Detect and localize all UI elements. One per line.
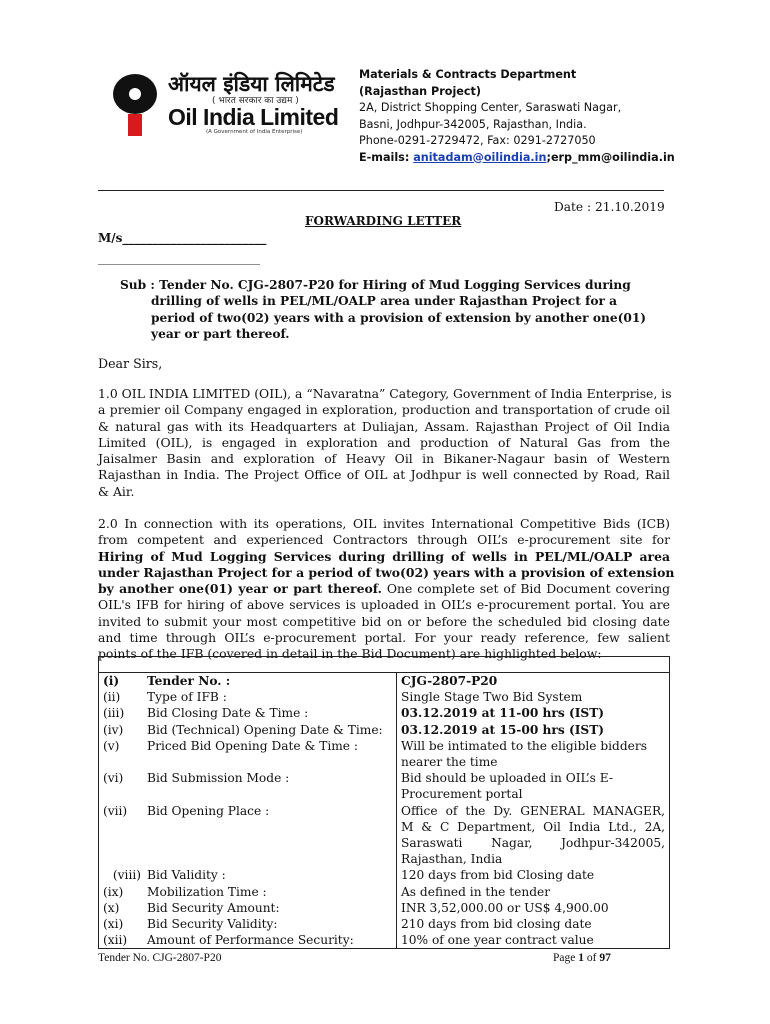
oil-india-logo-mark bbox=[110, 72, 160, 138]
row-value: Single Stage Two Bid System bbox=[397, 689, 670, 705]
subject-line: period of two(02) years with a provision of extension by another one(01) bbox=[151, 310, 647, 325]
row-value: 10% of one year contract value bbox=[397, 932, 670, 949]
paragraph-line: Rajasthan in India. The Project Office of OIL at Jodhpur is well connected by Road, Rail bbox=[98, 467, 670, 483]
emails bbox=[359, 150, 675, 167]
table-cell bbox=[99, 657, 670, 673]
subject-line: drilling of wells in PEL/ML/OALP area under Rajasthan Project for a bbox=[151, 294, 618, 309]
table-row bbox=[99, 900, 670, 916]
paragraph-line: under Rajasthan Project for a period of two(02) years with a provision of extension bbox=[98, 564, 675, 580]
subject-line: year or part thereof. bbox=[151, 327, 290, 342]
row-number: (i) bbox=[99, 673, 144, 690]
row-label: Bid Submission Mode : bbox=[143, 770, 397, 802]
paragraph-line: OIL's IFB for hiring of above services is uploaded in OIL’s e-procurement portal. You are bbox=[98, 597, 670, 613]
paragraph-line: 2.0 In connection with its operations, OIL invites International Competitive Bids (ICB) bbox=[98, 516, 670, 531]
email-erp: erp_mm@oilindia.in bbox=[550, 150, 675, 164]
row-number: (viii) bbox=[99, 867, 144, 883]
value-line: M & C Department, Oil India Ltd., 2A, bbox=[401, 819, 665, 834]
paragraph-line: points of the IFB (covered in detail in the Bid Document) are highlighted below: bbox=[98, 646, 602, 662]
row-label: Tender No. : bbox=[143, 673, 397, 690]
paragraph-line: and time through OIL’s e-procurement portal. For your ready reference, few salient bbox=[98, 630, 670, 646]
row-value bbox=[397, 803, 670, 868]
value-line: Procurement portal bbox=[401, 787, 523, 802]
paragraph-line: from competent and experienced Contractors through OIL’s e-procurement site for bbox=[98, 532, 670, 548]
row-number: (ii) bbox=[99, 689, 144, 705]
row-value: 210 days from bid closing date bbox=[397, 916, 670, 932]
row-value: As defined in the tender bbox=[397, 884, 670, 900]
logo-subtitle: (A Government of India Enterprise) bbox=[206, 129, 303, 135]
row-value: 120 days from bid Closing date bbox=[397, 867, 670, 883]
email-link-anitadam[interactable]: anitadam@oilindia.in bbox=[413, 150, 547, 164]
row-value: CJG-2807-P20 bbox=[397, 673, 670, 690]
row-number: (iii) bbox=[99, 705, 144, 721]
row-value: 03.12.2019 at 15-00 hrs (IST) bbox=[397, 722, 670, 738]
page-prefix: Page bbox=[553, 952, 579, 964]
letter-date: Date : 21.10.2019 bbox=[554, 200, 665, 214]
paragraph-line bbox=[98, 581, 670, 597]
row-label: Bid Security Validity: bbox=[143, 916, 397, 932]
project-name: (Rajasthan Project) bbox=[359, 84, 481, 98]
paragraph-line: Jaisalmer Basin and exploration of Heavy Oil in Bikaner-Nagaur basin of Western bbox=[98, 451, 670, 467]
table-row bbox=[99, 657, 670, 673]
row-label: Type of IFB : bbox=[143, 689, 397, 705]
row-number: (x) bbox=[99, 900, 144, 916]
footer-page-number bbox=[553, 952, 611, 964]
footer-tender-no: Tender No. CJG-2807-P20 bbox=[98, 952, 222, 964]
row-value bbox=[397, 738, 670, 770]
paragraph-1 bbox=[98, 386, 670, 500]
row-number: (xii) bbox=[99, 932, 144, 949]
table-row bbox=[99, 738, 670, 770]
recipient-line-2: ___________________________ bbox=[98, 251, 260, 265]
email-label: E-mails: bbox=[359, 150, 414, 164]
row-value bbox=[397, 770, 670, 802]
row-label: Mobilization Time : bbox=[143, 884, 397, 900]
salutation: Dear Sirs, bbox=[98, 356, 163, 371]
value-line: Saraswati Nagar, Jodhpur-342005, bbox=[401, 836, 665, 851]
table-row bbox=[99, 722, 670, 738]
page-total: 97 bbox=[599, 952, 611, 964]
table-row bbox=[99, 689, 670, 705]
row-label: Bid (Technical) Opening Date & Time: bbox=[143, 722, 397, 738]
table-row bbox=[99, 803, 670, 868]
row-label: Bid Opening Place : bbox=[143, 803, 397, 868]
table-row bbox=[99, 673, 670, 690]
header-divider bbox=[98, 190, 664, 191]
row-label: Bid Security Amount: bbox=[143, 900, 397, 916]
page-of: of bbox=[583, 952, 600, 964]
subject bbox=[120, 277, 680, 343]
table-row bbox=[99, 770, 670, 802]
row-value: INR 3,52,000.00 or US$ 4,900.00 bbox=[397, 900, 670, 916]
paragraph-2 bbox=[98, 516, 675, 663]
address-line: Basni, Jodhpur-342005, Rajasthan, India. bbox=[359, 117, 587, 131]
email-separator: ; bbox=[546, 150, 551, 164]
paragraph-line: invited to submit your most competitive bid on or before the scheduled bid closing date bbox=[98, 613, 670, 629]
address-line: 2A, District Shopping Center, Saraswati Nagar, bbox=[359, 101, 622, 114]
department-name: Materials & Contracts Department bbox=[359, 68, 577, 81]
value-line: Office of the Dy. GENERAL MANAGER, bbox=[401, 803, 665, 818]
table-row bbox=[99, 867, 670, 883]
paragraph-line: Limited (OIL), is engaged in exploration and production of Natural Gas from the bbox=[98, 434, 670, 450]
value-line: nearer the time bbox=[401, 755, 498, 770]
letter-title: FORWARDING LETTER bbox=[305, 214, 462, 228]
table-row bbox=[99, 705, 670, 721]
row-label: Bid Closing Date & Time : bbox=[143, 705, 397, 721]
row-number: (vi) bbox=[99, 770, 144, 802]
table-row bbox=[99, 916, 670, 932]
logo-tagline: ( भारत सरकार का उद्यम ) bbox=[212, 96, 299, 106]
value-line: Bid should be uploaded in OIL’s E- bbox=[401, 771, 613, 786]
row-number: (ix) bbox=[99, 884, 144, 900]
paragraph-line: Hiring of Mud Logging Services during drilling of wells in PEL/ML/OALP area bbox=[98, 548, 670, 564]
row-number: (vii) bbox=[99, 803, 144, 868]
table-row bbox=[99, 884, 670, 900]
address-block bbox=[359, 67, 675, 166]
logo-english-text: Oil India Limited bbox=[168, 104, 339, 130]
paragraph-line: a premier oil Company engaged in exploration, production and transportation of crude oil bbox=[98, 402, 670, 418]
paragraph-line: & Air. bbox=[98, 483, 135, 499]
table-row bbox=[99, 932, 670, 949]
row-label: Bid Validity : bbox=[143, 867, 397, 883]
value-line: Rajasthan, India bbox=[401, 852, 503, 867]
row-number: (xi) bbox=[99, 916, 144, 932]
logo-hindi-text: ऑयल इंडिया लिमिटेड bbox=[168, 72, 335, 96]
recipient-line: M/s________________________ bbox=[98, 231, 267, 245]
row-number: (iv) bbox=[99, 722, 144, 738]
paragraph-line: 1.0 OIL INDIA LIMITED (OIL), a “Navaratna” Category, Government of India Enterprise, is bbox=[98, 386, 672, 401]
phone-fax: Phone-0291-2729472, Fax: 0291-2727050 bbox=[359, 134, 596, 147]
ifb-details-table bbox=[98, 656, 670, 949]
text: One complete set of Bid Document covering bbox=[381, 581, 670, 597]
page-current: 1 bbox=[578, 952, 584, 964]
row-label: Priced Bid Opening Date & Time : bbox=[143, 738, 397, 770]
bold-text: by another one(01) year or part thereof. bbox=[98, 581, 382, 597]
row-number: (v) bbox=[99, 738, 144, 770]
row-label: Amount of Performance Security: bbox=[143, 932, 397, 949]
paragraph-line: & natural gas with its Headquarters at Duliajan, Assam. Rajasthan Project of Oil India bbox=[98, 418, 670, 434]
subject-line: Sub : Tender No. CJG-2807-P20 for Hiring of Mud Logging Services during bbox=[120, 278, 631, 292]
value-line: Will be intimated to the eligible bidders bbox=[401, 738, 647, 753]
row-value: 03.12.2019 at 11-00 hrs (IST) bbox=[397, 705, 670, 721]
